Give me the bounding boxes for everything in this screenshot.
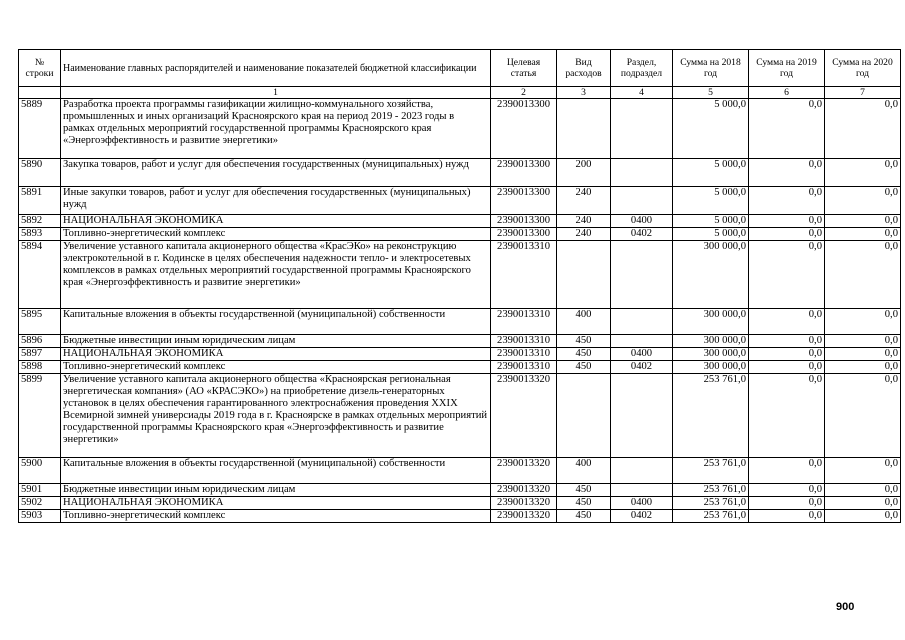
row-sum-2019: 0,0 [749,510,825,523]
row-sum-2020: 0,0 [825,335,901,348]
row-expense-type: 450 [557,348,611,361]
header-section: Раздел, подраздел [611,50,673,87]
row-sum-2020: 0,0 [825,458,901,484]
row-target-article: 2390013300 [491,187,557,215]
row-sum-2020: 0,0 [825,215,901,228]
row-sum-2019: 0,0 [749,458,825,484]
row-section [611,458,673,484]
row-sum-2018: 300 000,0 [673,335,749,348]
row-target-article: 2390013300 [491,99,557,159]
row-expense-type [557,374,611,458]
row-sum-2019: 0,0 [749,228,825,241]
row-sum-2019: 0,0 [749,309,825,335]
row-section [611,374,673,458]
row-name: НАЦИОНАЛЬНАЯ ЭКОНОМИКА [61,497,491,510]
col-number-blank [19,87,61,99]
row-name: Бюджетные инвестиции иным юридическим лицам [61,335,491,348]
row-expense-type: 450 [557,484,611,497]
row-number: 5894 [19,241,61,309]
header-sum-2020: Сумма на 2020 год [825,50,901,87]
row-sum-2018: 300 000,0 [673,361,749,374]
col-number-3: 3 [557,87,611,99]
row-sum-2019: 0,0 [749,215,825,228]
row-section: 0402 [611,228,673,241]
row-section: 0402 [611,510,673,523]
header-target: Целевая статья [491,50,557,87]
row-sum-2020: 0,0 [825,484,901,497]
row-number: 5901 [19,484,61,497]
row-name: Топливно-энергетический комплекс [61,228,491,241]
row-name: Закупка товаров, работ и услуг для обеспечения государственных (муниципальных) нужд [61,159,491,187]
row-expense-type: 450 [557,361,611,374]
row-name: Топливно-энергетический комплекс [61,510,491,523]
row-section: 0400 [611,215,673,228]
row-expense-type: 200 [557,159,611,187]
row-sum-2018: 5 000,0 [673,159,749,187]
table-row [19,187,901,215]
row-sum-2019: 0,0 [749,159,825,187]
column-number-row [19,87,901,99]
row-number: 5891 [19,187,61,215]
table-row [19,215,901,228]
row-sum-2019: 0,0 [749,335,825,348]
table-row [19,241,901,309]
table-row [19,374,901,458]
row-sum-2018: 5 000,0 [673,215,749,228]
row-sum-2020: 0,0 [825,361,901,374]
table-row [19,335,901,348]
col-number-1: 1 [61,87,491,99]
row-sum-2020: 0,0 [825,99,901,159]
row-sum-2018: 253 761,0 [673,510,749,523]
table-row [19,159,901,187]
row-name: Увеличение уставного капитала акционерного общества «Красноярская региональная энергетическая компания» (АО «КРАСЭКО») на приобретение дизель-генераторных установок в целях обеспечения гарантированного электроснабжения проведения XXIX Всемирной зимней универсиады 2019 года в г. Красноярске в рамках отдельных мероприятий государственной программы Красноярского края «Энергоэффективность и развитие энергетики» [61,374,491,458]
row-target-article: 2390013310 [491,361,557,374]
row-sum-2019: 0,0 [749,241,825,309]
row-name: Увеличение уставного капитала акционерного общества «КрасЭКо» на реконструкцию электрокотельной в г. Кодинске в целях обеспечения надежности тепло- и электросетевых комплексов в рамках отдельных мероприятий государственной программы Красноярского края «Энергоэффективность и развитие энергетики» [61,241,491,309]
table-row [19,484,901,497]
row-sum-2019: 0,0 [749,348,825,361]
row-number: 5902 [19,497,61,510]
row-number: 5903 [19,510,61,523]
budget-table [18,49,901,523]
row-sum-2018: 5 000,0 [673,228,749,241]
row-sum-2019: 0,0 [749,187,825,215]
row-sum-2018: 5 000,0 [673,187,749,215]
row-name: Иные закупки товаров, работ и услуг для обеспечения государственных (муниципальных) нужд [61,187,491,215]
row-number: 5897 [19,348,61,361]
row-section [611,99,673,159]
row-target-article: 2390013310 [491,335,557,348]
row-sum-2018: 253 761,0 [673,458,749,484]
row-section [611,309,673,335]
row-section: 0400 [611,497,673,510]
table-row [19,309,901,335]
col-number-4: 4 [611,87,673,99]
row-target-article: 2390013320 [491,497,557,510]
row-name: Капитальные вложения в объекты государственной (муниципальной) собственности [61,458,491,484]
row-expense-type: 240 [557,215,611,228]
header-sum-2018: Сумма на 2018 год [673,50,749,87]
col-number-7: 7 [825,87,901,99]
row-sum-2018: 5 000,0 [673,99,749,159]
table-row [19,361,901,374]
header-row-no: № строки [19,50,61,87]
row-sum-2019: 0,0 [749,497,825,510]
col-number-6: 6 [749,87,825,99]
row-sum-2020: 0,0 [825,510,901,523]
row-expense-type: 240 [557,187,611,215]
table-row [19,228,901,241]
row-sum-2020: 0,0 [825,348,901,361]
col-number-2: 2 [491,87,557,99]
row-section: 0400 [611,348,673,361]
table-row [19,348,901,361]
table-row [19,458,901,484]
row-target-article: 2390013310 [491,241,557,309]
row-sum-2018: 253 761,0 [673,497,749,510]
row-target-article: 2390013320 [491,510,557,523]
table-row [19,497,901,510]
row-sum-2020: 0,0 [825,187,901,215]
row-sum-2019: 0,0 [749,99,825,159]
row-number: 5899 [19,374,61,458]
row-expense-type: 450 [557,510,611,523]
row-sum-2018: 253 761,0 [673,374,749,458]
row-number: 5895 [19,309,61,335]
row-number: 5898 [19,361,61,374]
row-number: 5893 [19,228,61,241]
row-number: 5900 [19,458,61,484]
row-target-article: 2390013300 [491,228,557,241]
page-number: 900 [836,601,855,613]
row-expense-type [557,99,611,159]
header-type: Вид расходов [557,50,611,87]
row-section [611,335,673,348]
row-sum-2020: 0,0 [825,497,901,510]
row-expense-type: 240 [557,228,611,241]
row-sum-2020: 0,0 [825,241,901,309]
row-sum-2020: 0,0 [825,228,901,241]
row-sum-2018: 253 761,0 [673,484,749,497]
row-target-article: 2390013320 [491,484,557,497]
row-expense-type: 400 [557,458,611,484]
row-expense-type: 450 [557,335,611,348]
row-sum-2020: 0,0 [825,159,901,187]
row-sum-2019: 0,0 [749,374,825,458]
row-sum-2020: 0,0 [825,309,901,335]
row-target-article: 2390013300 [491,159,557,187]
row-expense-type: 450 [557,497,611,510]
row-name: Разработка проекта программы газификации жилищно-коммунального хозяйства, промышленных и иных организаций Красноярского края на период 2019 - 2023 годы в рамках отдельных мероприятий государственной программы Красноярского края «Энергоэффективность и развитие энергетики» [61,99,491,159]
header-name: Наименование главных распорядителей и наименование показателей бюджетной классификации [61,50,491,87]
row-sum-2018: 300 000,0 [673,241,749,309]
row-sum-2020: 0,0 [825,374,901,458]
row-number: 5896 [19,335,61,348]
col-number-5: 5 [673,87,749,99]
table-row [19,510,901,523]
row-name: Капитальные вложения в объекты государственной (муниципальной) собственности [61,309,491,335]
row-target-article: 2390013320 [491,374,557,458]
row-section: 0402 [611,361,673,374]
table-row [19,99,901,159]
row-expense-type: 400 [557,309,611,335]
header-row [19,50,901,87]
row-sum-2018: 300 000,0 [673,309,749,335]
row-sum-2018: 300 000,0 [673,348,749,361]
row-target-article: 2390013320 [491,458,557,484]
row-name: Топливно-энергетический комплекс [61,361,491,374]
row-section [611,187,673,215]
row-number: 5890 [19,159,61,187]
header-sum-2019: Сумма на 2019 год [749,50,825,87]
row-target-article: 2390013310 [491,348,557,361]
row-expense-type [557,241,611,309]
row-section [611,241,673,309]
row-number: 5889 [19,99,61,159]
row-name: НАЦИОНАЛЬНАЯ ЭКОНОМИКА [61,348,491,361]
row-sum-2019: 0,0 [749,361,825,374]
row-section [611,484,673,497]
row-name: НАЦИОНАЛЬНАЯ ЭКОНОМИКА [61,215,491,228]
row-target-article: 2390013300 [491,215,557,228]
row-sum-2019: 0,0 [749,484,825,497]
row-name: Бюджетные инвестиции иным юридическим лицам [61,484,491,497]
row-target-article: 2390013310 [491,309,557,335]
row-number: 5892 [19,215,61,228]
row-section [611,159,673,187]
